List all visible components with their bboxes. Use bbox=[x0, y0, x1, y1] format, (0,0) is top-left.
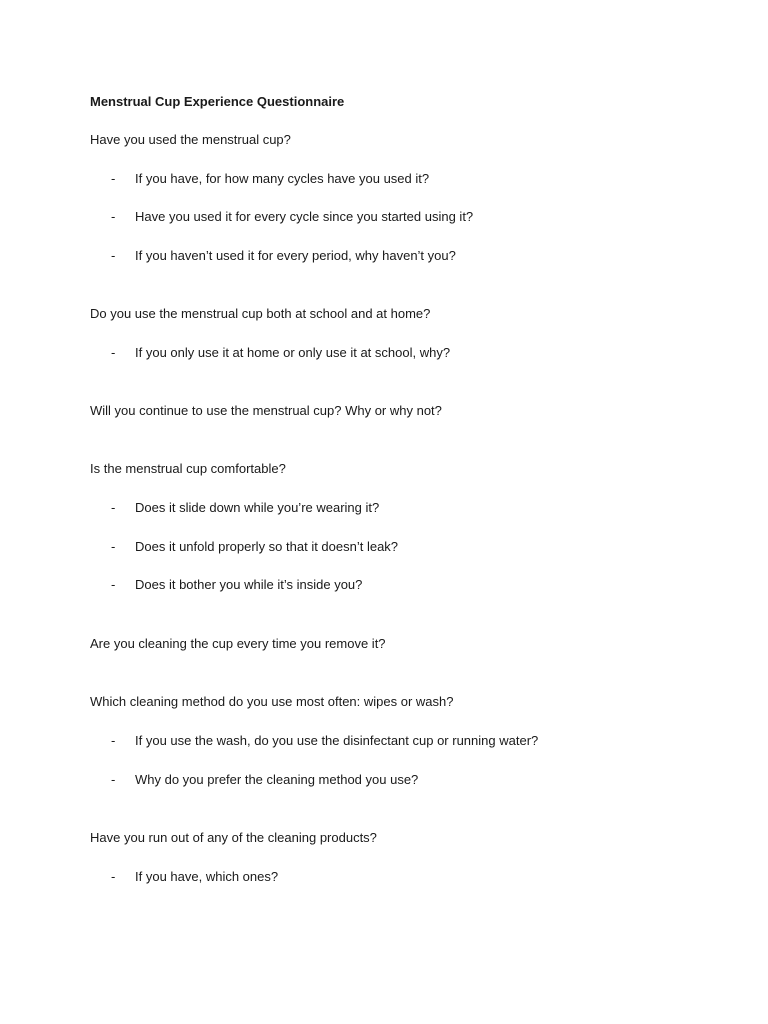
question-2: Do you use the menstrual cup both at school and at home? bbox=[90, 306, 431, 321]
bullet-dash: - bbox=[111, 772, 116, 787]
question-6: Which cleaning method do you use most often: wipes or wash? bbox=[90, 694, 454, 709]
document-title: Menstrual Cup Experience Questionnaire bbox=[90, 94, 345, 109]
sub-question-1-1: If you have, for how many cycles have you used it? bbox=[135, 171, 430, 186]
sub-question-1-2: Have you used it for every cycle since you started using it? bbox=[135, 209, 474, 224]
sub-question-4-3: Does it bother you while it’s inside you? bbox=[135, 577, 363, 592]
bullet-dash: - bbox=[111, 539, 116, 554]
question-1: Have you used the menstrual cup? bbox=[90, 132, 291, 147]
sub-question-1-3: If you haven’t used it for every period, why haven’t you? bbox=[135, 248, 456, 263]
sub-question-6-2: Why do you prefer the cleaning method you use? bbox=[135, 772, 419, 787]
bullet-dash: - bbox=[111, 869, 116, 884]
bullet-dash: - bbox=[111, 345, 116, 360]
sub-question-2-1: If you only use it at home or only use it at school, why? bbox=[135, 345, 451, 360]
bullet-dash: - bbox=[111, 209, 116, 224]
sub-question-6-1: If you use the wash, do you use the disinfectant cup or running water? bbox=[135, 733, 539, 748]
bullet-dash: - bbox=[111, 500, 116, 515]
sub-question-4-2: Does it unfold properly so that it doesn’t leak? bbox=[135, 539, 399, 554]
sub-question-4-1: Does it slide down while you’re wearing it? bbox=[135, 500, 380, 515]
bullet-dash: - bbox=[111, 577, 116, 592]
question-5: Are you cleaning the cup every time you remove it? bbox=[90, 636, 386, 651]
bullet-dash: - bbox=[111, 171, 116, 186]
question-4: Is the menstrual cup comfortable? bbox=[90, 461, 286, 476]
bullet-dash: - bbox=[111, 733, 116, 748]
sub-question-7-1: If you have, which ones? bbox=[135, 869, 279, 884]
question-7: Have you run out of any of the cleaning products? bbox=[90, 830, 377, 845]
bullet-dash: - bbox=[111, 248, 116, 263]
question-3: Will you continue to use the menstrual cup? Why or why not? bbox=[90, 403, 442, 418]
